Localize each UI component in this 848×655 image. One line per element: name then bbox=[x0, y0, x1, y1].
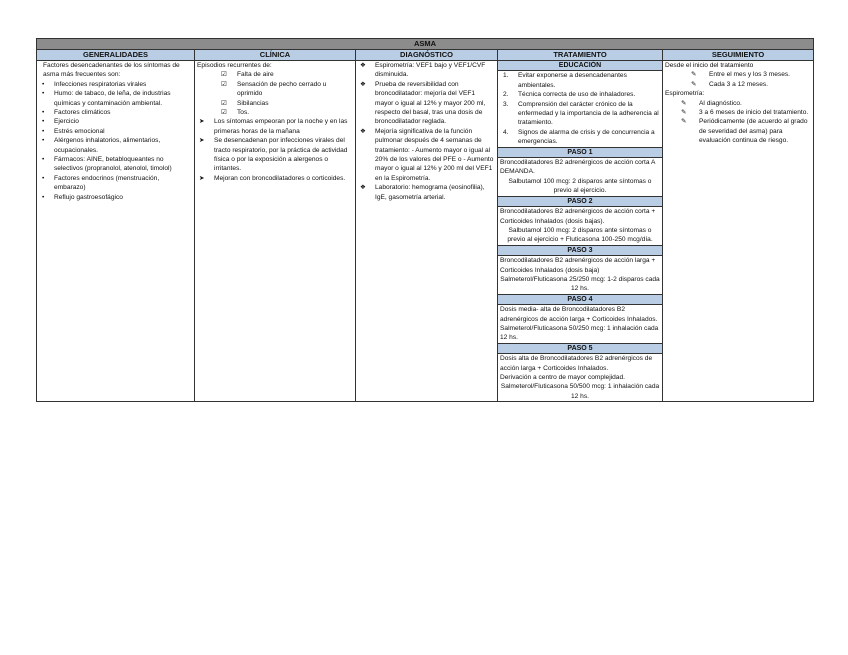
list-item-text: Entre el mes y los 3 meses. bbox=[709, 71, 790, 79]
list-item bbox=[665, 108, 811, 117]
clinica-arrow-list bbox=[197, 117, 353, 183]
list-item-text: Humo: de tabaco, de leña, de industrias químicas y contaminación ambiental. bbox=[54, 90, 171, 107]
header-seguimiento: SEGUIMIENTO bbox=[663, 50, 814, 61]
list-number: 2. bbox=[503, 91, 509, 99]
header-diagnostico: DIAGNÓSTICO bbox=[356, 50, 498, 61]
list-item-text: Los síntomas empeoran por la noche y en las primeras horas de la mañana bbox=[214, 118, 348, 135]
paso-line: Salmeterol/Fluticasona 50/250 mcg: 1 inhalación cada 12 hs. bbox=[500, 324, 659, 342]
checklist-item bbox=[197, 70, 353, 79]
diagnostico-cell bbox=[356, 61, 498, 402]
diamond-bullet-icon: ❖ bbox=[360, 62, 366, 69]
numbered-item bbox=[500, 128, 660, 147]
diagnostico-list bbox=[358, 61, 495, 202]
list-item-text: Prueba de reversibilidad con broncodilatador: mejoría del VEF1 mayor o igual al 12% y mayor 200 ml, respecto del basal, tras una dosis de broncodilatador reglada. bbox=[375, 80, 486, 126]
list-number: 1. bbox=[503, 72, 509, 80]
list-item-text: Reflujo gastroesofágico bbox=[54, 193, 123, 201]
list-item bbox=[358, 127, 495, 183]
seguimiento-cell bbox=[663, 61, 814, 402]
pen-bullet-icon: ✎ bbox=[681, 118, 687, 126]
list-item-text: Se desencadenan por infecciones virales del tracto respiratorio, por la práctica de actividad física o por la exposición a alergenos o irritantes. bbox=[214, 137, 348, 173]
pen-bullet-icon: ✎ bbox=[681, 109, 687, 117]
paso-line: Dosis alta de Broncodilatadores B2 adrenérgicos de acción larga + Corticoides Inhalados. bbox=[500, 355, 653, 372]
list-item-text: Cada 3 a 12 meses. bbox=[709, 80, 769, 88]
diamond-bullet-icon: ❖ bbox=[360, 184, 366, 192]
generalidades-list bbox=[39, 80, 192, 202]
paso-body bbox=[498, 354, 662, 401]
paso-dosage: Salmeterol/Fluticasona 25/250 mcg: 1-2 disparos cada 12 hs. bbox=[500, 275, 660, 293]
pasos-container bbox=[498, 147, 662, 402]
list-item bbox=[39, 80, 192, 89]
checklist-item-text: Sibilancias bbox=[237, 99, 269, 107]
paso-line: Broncodilatadores B2 adrenérgicos de acción corta A DEMANDA. bbox=[500, 159, 656, 176]
educacion-header: EDUCACIÓN bbox=[498, 61, 662, 71]
paso-body bbox=[498, 256, 662, 294]
numbered-item-text: Técnica correcta de uso de inhaladores. bbox=[518, 91, 636, 99]
paso-dosage: Salbutamol 100 mcg: 2 disparos ante síntomas o previo al ejercicio. bbox=[508, 177, 652, 195]
asma-table-sheet bbox=[36, 38, 813, 402]
list-item bbox=[39, 108, 192, 117]
checklist-item bbox=[197, 108, 353, 117]
list-item bbox=[358, 61, 495, 80]
list-item-text: Infecciones respiratorias virales bbox=[54, 80, 147, 88]
list-item bbox=[665, 99, 811, 108]
checkbox-icon: ☑ bbox=[221, 80, 227, 88]
clinica-intro: Episodios recurrentes de: bbox=[197, 62, 272, 69]
paso-dosage: Salbutamol 100 mcg: 2 disparos ante síntomas o previo al ejercicio + Fluticasona 100-250 mcg/día. bbox=[507, 226, 653, 244]
list-item bbox=[39, 127, 192, 136]
list-item-text: Factores endocrinos (menstruación, embarazo) bbox=[54, 174, 160, 192]
checklist-item-text: Sensación de pecho cerrado u oprimido bbox=[237, 80, 327, 98]
list-item-text: Mejoran con broncodilatadores o corticoides. bbox=[214, 174, 346, 182]
list-item bbox=[39, 193, 192, 202]
list-item-text: Espirometría: VEF1 bajo y VEF1/CVF disminuida. bbox=[375, 62, 486, 79]
list-item bbox=[39, 155, 192, 174]
list-item bbox=[665, 70, 811, 79]
list-item-text: Al diagnóstico. bbox=[699, 99, 742, 107]
paso-header: PASO 3 bbox=[498, 245, 662, 256]
seguimiento-espirometria: Espirometría: bbox=[665, 90, 705, 98]
arrow-bullet-icon: ➤ bbox=[199, 118, 205, 126]
asma-table bbox=[36, 38, 814, 402]
seguimiento-intro: Desde el inicio del tratamiento bbox=[665, 62, 754, 69]
checklist-item bbox=[197, 99, 353, 108]
checkbox-icon: ☑ bbox=[221, 99, 227, 107]
checkbox-icon: ☑ bbox=[221, 71, 227, 79]
paso-dosage: Salmeterol/Fluticasona 50/500 mcg: 1 inhalación cada 12 hs. bbox=[500, 383, 660, 400]
list-item-text: Fármacos: AINE, betabloqueantes no selectivos (propranolol, atenolol, timolol) bbox=[54, 156, 172, 173]
numbered-item bbox=[500, 100, 660, 128]
header-generalidades: GENERALIDADES bbox=[37, 50, 195, 61]
checklist-item-text: Tos. bbox=[237, 109, 250, 117]
numbered-item-text: Evitar exponerse a desencadenantes ambientales. bbox=[518, 72, 627, 89]
pen-bullet-icon: ✎ bbox=[681, 99, 687, 107]
paso-body bbox=[498, 207, 662, 245]
table-title: ASMA bbox=[37, 39, 814, 50]
paso-header: PASO 1 bbox=[498, 147, 662, 158]
clinica-cell bbox=[195, 61, 356, 402]
arrow-bullet-icon: ➤ bbox=[199, 137, 205, 145]
checklist-item bbox=[197, 80, 353, 99]
educacion-list bbox=[498, 71, 662, 146]
list-item-text: Laboratorio: hemograma (eosinofilia), IgE, gasometría arterial. bbox=[375, 184, 485, 201]
paso-line: Derivación a centro de mayor complejidad. bbox=[500, 374, 625, 381]
header-tratamiento: TRATAMIENTO bbox=[498, 50, 663, 61]
list-item-text: Ejercicio bbox=[54, 118, 79, 126]
list-item-text: Factores climáticos bbox=[54, 109, 111, 117]
list-item-text: Estrés emocional bbox=[54, 127, 105, 135]
generalidades-intro: Factores desencadenantes de los síntomas de asma más frecuentes son: bbox=[43, 62, 180, 79]
pen-bullet-icon: ✎ bbox=[691, 71, 697, 79]
list-item-text: 3 a 6 meses de inicio del tratamiento. bbox=[699, 109, 809, 117]
list-number: 3. bbox=[503, 100, 509, 108]
checkbox-icon: ☑ bbox=[221, 109, 227, 117]
list-number: 4. bbox=[503, 128, 509, 136]
list-item bbox=[358, 80, 495, 127]
paso-line: Broncodilatadores B2 adrenérgicos de acción larga + Corticoides Inhalados (dosis baja) bbox=[500, 257, 656, 274]
list-item bbox=[665, 117, 811, 145]
checklist-item-text: Falta de aire bbox=[237, 71, 274, 79]
header-clinica: CLÍNICA bbox=[195, 50, 356, 61]
paso-header: PASO 5 bbox=[498, 343, 662, 354]
paso-body bbox=[498, 158, 662, 196]
tratamiento-cell bbox=[498, 61, 663, 402]
paso-body bbox=[498, 305, 662, 343]
clinica-checklist bbox=[197, 70, 353, 117]
list-item bbox=[39, 174, 192, 193]
paso-header: PASO 4 bbox=[498, 294, 662, 305]
numbered-item-text: Comprensión del carácter crónico de la enfermedad y la importancia de la adherencia al tratamiento. bbox=[518, 100, 659, 127]
list-item bbox=[39, 89, 192, 108]
list-item-text: Mejoría significativa de la función pulmonar después de 4 semanas de tratamiento: - Aumento mayor o igual al 20% de los valores del PFE o - Aumento mayor o igual al 12% y 200 ml del VEF1 en la Espirometría. bbox=[375, 127, 494, 182]
list-item-text: Alérgenos inhalatorios, alimentarios, ocupacionales. bbox=[54, 137, 161, 154]
list-item bbox=[197, 174, 353, 183]
arrow-bullet-icon: ➤ bbox=[199, 174, 205, 182]
list-item bbox=[665, 80, 811, 89]
list-item bbox=[197, 136, 353, 174]
list-item bbox=[39, 136, 192, 155]
diamond-bullet-icon: ❖ bbox=[360, 80, 366, 88]
numbered-item-text: Signos de alarma de crisis y de concurrencia a emergencias. bbox=[518, 128, 655, 146]
paso-line: Broncodilatadores B2 adrenérgicos de acción corta + Corticoides Inhalados (dosis bajas). bbox=[500, 208, 656, 225]
list-item-text: Periódicamente (de acuerdo al grado de severidad del asma) para evaluación continua de riesgo. bbox=[699, 118, 808, 145]
list-item bbox=[358, 183, 495, 202]
paso-line: Dosis media- alta de Broncodilatadores B2 adrenérgicos de acción larga + Corticoides Inhalados. bbox=[500, 306, 658, 323]
list-item bbox=[197, 117, 353, 136]
paso-header: PASO 2 bbox=[498, 196, 662, 207]
list-item bbox=[39, 117, 192, 126]
numbered-item bbox=[500, 71, 660, 90]
generalidades-cell bbox=[37, 61, 195, 402]
diamond-bullet-icon: ❖ bbox=[360, 127, 366, 135]
numbered-item bbox=[500, 90, 660, 99]
pen-bullet-icon: ✎ bbox=[691, 80, 697, 88]
seguimiento-list-1 bbox=[665, 70, 811, 89]
seguimiento-list-2 bbox=[665, 99, 811, 146]
